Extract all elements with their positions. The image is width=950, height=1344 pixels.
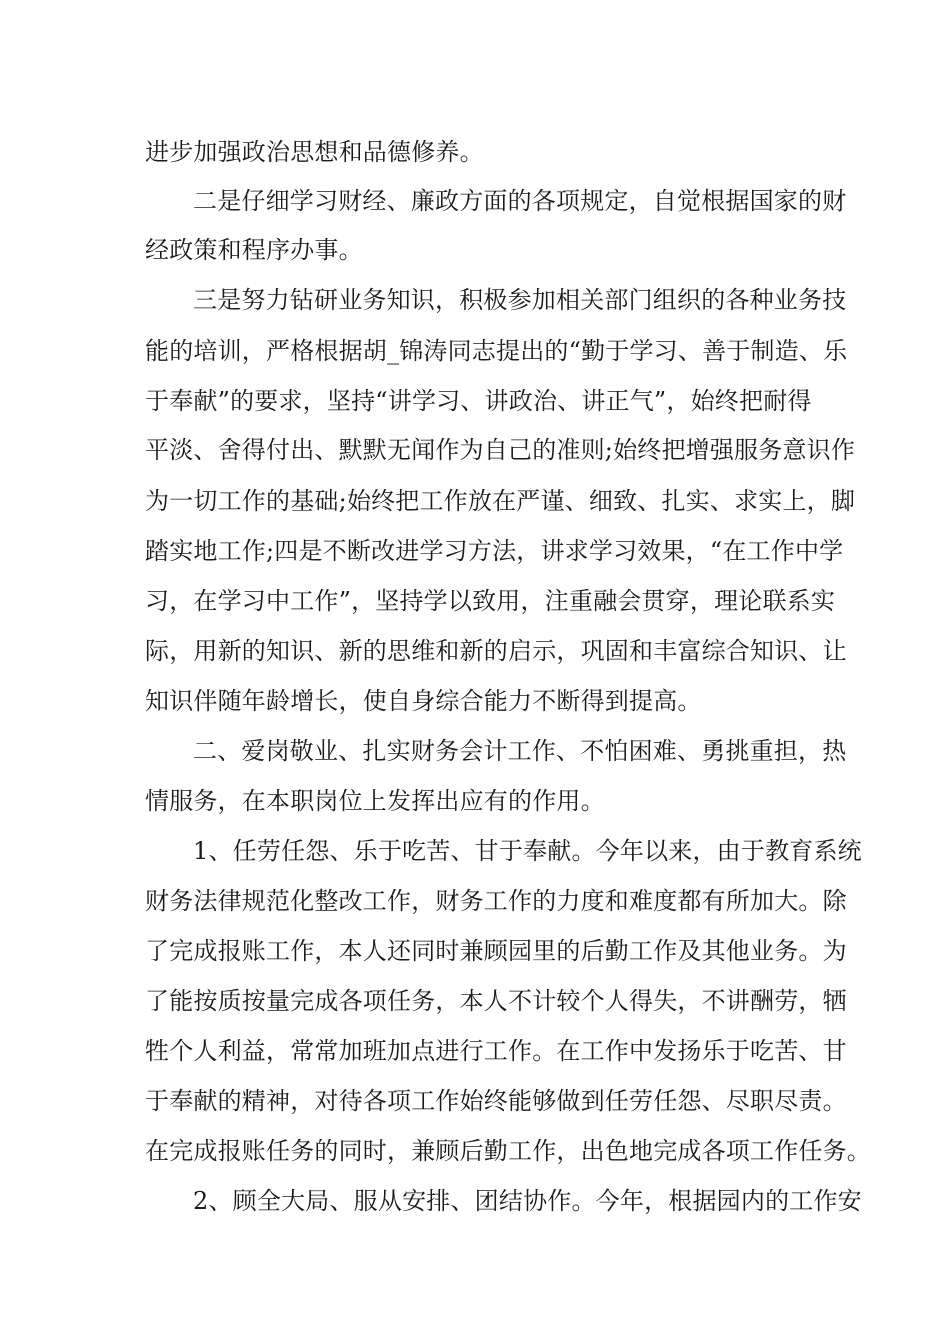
text-line: 际，用新的知识、新的思维和新的启示，巩固和丰富综合知识、让: [145, 637, 847, 665]
text-line: 于奉献的精神，对待各项工作始终能够做到任劳任怨、尽职尽责。: [145, 1087, 847, 1115]
text-line: 习，在学习中工作”，坚持学以致用，注重融会贯穿，理论联系实: [145, 587, 836, 615]
text-line: 牲个人利益，常常加班加点进行工作。在工作中发扬乐于吃苦、甘: [145, 1037, 847, 1065]
text-line: 在完成报账任务的同时，兼顾后勤工作，出色地完成各项工作任务。: [145, 1137, 871, 1165]
text-line: 能的培训，严格根据胡_锦涛同志提出的“勤于学习、善于制造、乐: [145, 337, 848, 365]
paragraph-first-line: 三是努力钻研业务知识，积极参加相关部门组织的各种业务技: [193, 286, 847, 314]
text-line: 踏实地工作;四是不断改进学习方法，讲求学习效果，“在工作中学: [145, 537, 844, 565]
text-line: 财务法律规范化整改工作，财务工作的力度和难度都有所加大。除: [145, 887, 847, 915]
text-line: 了完成报账工作，本人还同时兼顾园里的后勤工作及其他业务。为: [145, 937, 847, 965]
text-line: 情服务，在本职岗位上发挥出应有的作用。: [145, 787, 605, 815]
text-line: 平淡、舍得付出、默默无闻作为自己的准则;始终把增强服务意识作: [145, 436, 856, 464]
text-line: 进步加强政治思想和品德修养。: [145, 138, 484, 166]
text-line: 了能按质按量完成各项任务，本人不计较个人得失，不讲酬劳，牺: [145, 987, 847, 1015]
paragraph-first-line: 2、顾全大局、服从安排、团结协作。今年，根据园内的工作安: [193, 1187, 862, 1215]
text-line: 知识伴随年龄增长，使自身综合能力不断得到提高。: [145, 687, 702, 715]
paragraph-first-line: 二是仔细学习财经、廉政方面的各项规定，自觉根据国家的财: [193, 187, 847, 215]
text-line: 于奉献”的要求，坚持“讲学习、讲政治、讲正气”，始终把耐得: [145, 387, 812, 415]
text-line: 经政策和程序办事。: [145, 236, 363, 264]
paragraph-first-line: 二、爱岗敬业、扎实财务会计工作、不怕困难、勇挑重担，热: [193, 737, 847, 765]
paragraph-first-line: 1、任劳任怨、乐于吃苦、甘于奉献。今年以来，由于教育系统: [193, 837, 862, 865]
text-line: 为一切工作的基础;始终把工作放在严谨、细致、扎实、求实上，脚: [145, 487, 856, 515]
